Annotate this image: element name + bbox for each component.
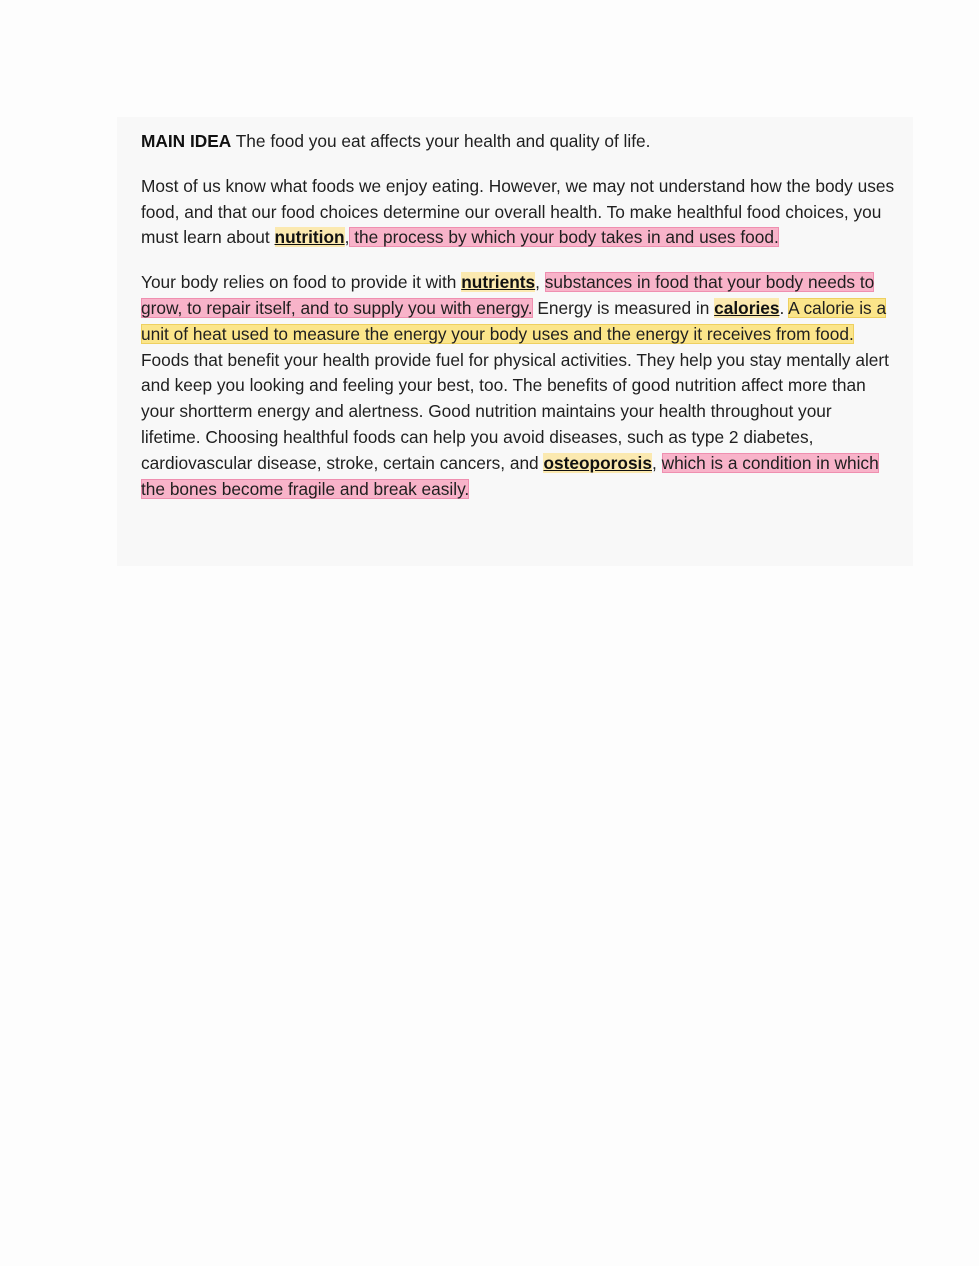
main-idea-text: The food you eat affects your health and quality of life. (231, 131, 651, 151)
main-idea-label: MAIN IDEA (141, 131, 232, 151)
paragraph-1-comma: , (344, 227, 350, 248)
term-nutrition[interactable]: nutrition (274, 227, 345, 248)
definition-calories: A calorie is a unit of heat used to measure the energy your body uses and the energy it receives from food. (141, 297, 887, 344)
paragraph-2-intro: Your body relies on food to provide it with (141, 272, 462, 293)
definition-nutrients: substances in food that your body needs to grow, to repair itself, and to supply you with energy. (141, 272, 875, 318)
main-idea (141, 129, 895, 155)
term-osteoporosis[interactable]: osteoporosis (543, 452, 652, 473)
definition-nutrition: the process by which your body takes in and uses food. (349, 227, 779, 248)
paragraph-2 (141, 270, 895, 502)
paragraph-2-text-2: Energy is measured in (532, 297, 715, 318)
paragraph-1 (141, 174, 895, 251)
reading-passage (117, 117, 913, 566)
term-calories[interactable]: calories (714, 297, 780, 318)
paragraph-2-text-3: Foods that benefit your health provide fuel for physical activities. They help you stay mentally alert and keep you looking and feeling your best, too. The benefits of good nutrition affect more than your shortterm energy and alertness. Good nutrition maintains your health throughout your lifetime. Choosing healthful foods can help you avoid diseases, such as type 2 diabetes, cardiovascular disease, stroke, certain cancers, and (141, 349, 889, 473)
paragraph-1-intro: Most of us know what foods we enjoy eating. However, we may not understand how the body uses food, and that our food choices determine our overall health. To make healthful food choices, you must learn about (141, 175, 895, 248)
paragraph-2-comma-3: , (651, 452, 662, 473)
definition-osteoporosis: which is a condition in which the bones become fragile and break easily. (141, 452, 879, 499)
term-nutrients[interactable]: nutrients (461, 272, 536, 293)
paragraph-2-dot: . (779, 297, 789, 318)
paragraph-2-comma-1: , (535, 272, 545, 293)
